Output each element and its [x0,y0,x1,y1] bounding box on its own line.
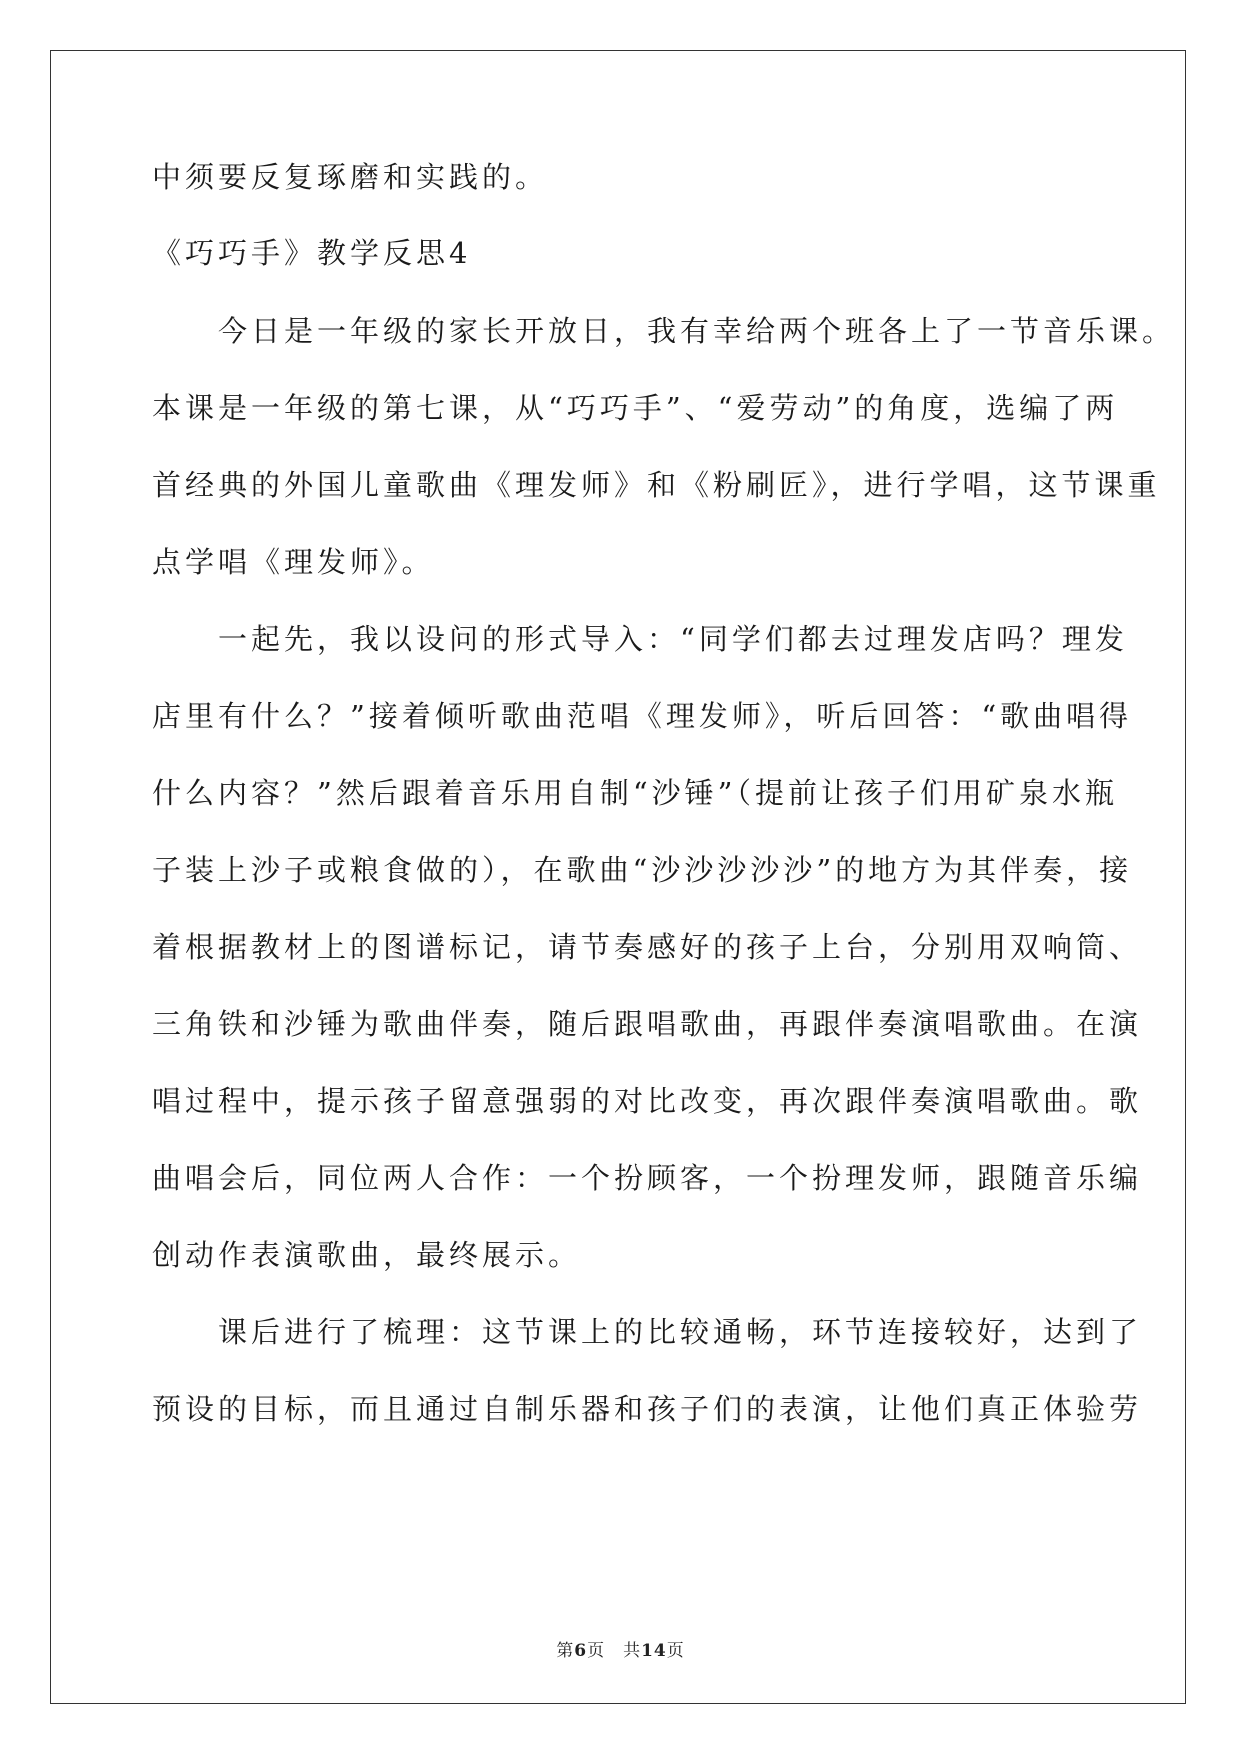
page-prefix: 第 [556,1641,575,1661]
paragraph-line: 一起先，我以设问的形式导入：“同学们都去过理发店吗？理发 [218,622,1128,656]
paragraph-line: 创动作表演歌曲，最终展示。 [152,1238,582,1272]
paragraph-line: 本课是一年级的第七课，从“巧巧手”、“爱劳动”的角度，选编了两 [152,391,1119,425]
page-footer [0,1636,1241,1661]
total-prefix: 共 [623,1641,642,1661]
paragraph-line: 着根据教材上的图谱标记，请节奏感好的孩子上台，分别用双响筒、 [152,930,1143,964]
paragraph-line: 子装上沙子或粮食做的），在歌曲“沙沙沙沙沙”的地方为其伴奏，接 [152,853,1133,887]
paragraph-line: 唱过程中，提示孩子留意强弱的对比改变，再次跟伴奏演唱歌曲。歌 [152,1084,1143,1118]
paragraph-line: 点学唱《理发师》。 [152,545,435,579]
paragraph-line: 课后进行了梳理：这节课上的比较通畅，环节连接较好，达到了 [218,1315,1143,1349]
paragraph-line: 预设的目标，而且通过自制乐器和孩子们的表演，让他们真正体验劳 [152,1392,1143,1426]
paragraph-line: 什么内容？”然后跟着音乐用自制“沙锤”（提前让孩子们用矿泉水瓶 [152,776,1118,810]
paragraph-line: 中须要反复琢磨和实践的。 [152,160,549,194]
page-current: 6 [574,1641,588,1661]
page-suffix: 页 [587,1641,606,1661]
section-heading: 《巧巧手》教学反思4 [152,236,472,270]
paragraph-line: 今日是一年级的家长开放日，我有幸给两个班各上了一节音乐课。 [218,314,1176,348]
page-total: 14 [641,1641,667,1661]
paragraph-line: 首经典的外国儿童歌曲《理发师》和《粉刷匠》，进行学唱，这节课重 [152,468,1161,502]
paragraph-line: 店里有什么？”接着倾听歌曲范唱《理发师》，听后回答：“歌曲唱得 [152,699,1133,733]
total-suffix: 页 [666,1641,685,1661]
paragraph-line: 三角铁和沙锤为歌曲伴奏，随后跟唱歌曲，再跟伴奏演唱歌曲。在演 [152,1007,1143,1041]
document-body [152,160,1176,1426]
paragraph-line: 曲唱会后，同位两人合作：一个扮顾客，一个扮理发师，跟随音乐编 [152,1161,1143,1195]
